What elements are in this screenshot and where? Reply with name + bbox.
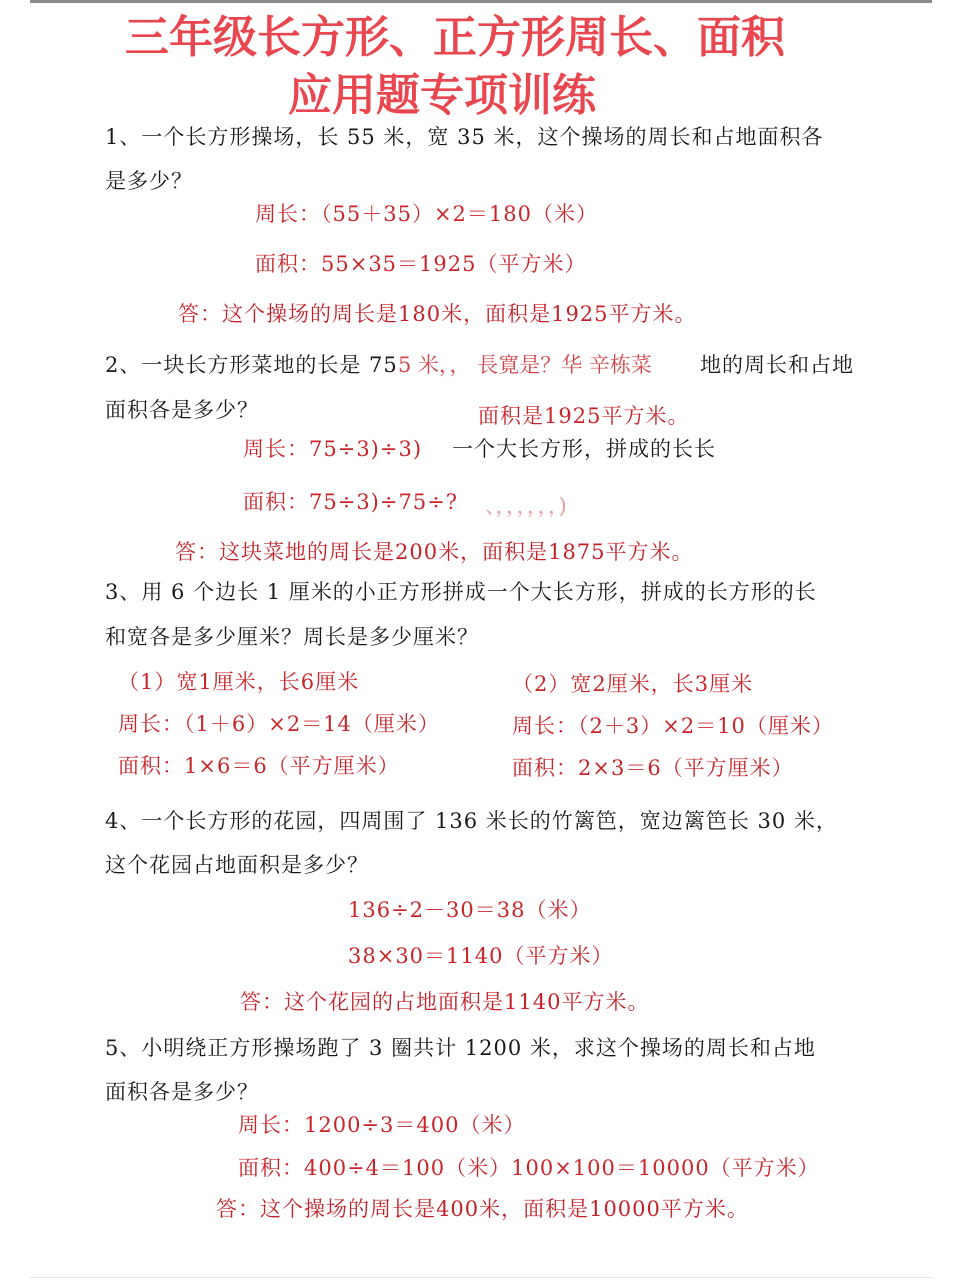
problem-5-area: 面积：400÷4＝100（米）100×100＝10000（平方米） (238, 1156, 820, 1180)
problem-4-step-2: 38×30＝1140（平方米） (348, 944, 614, 968)
problem-2-perimeter: 周长：75÷3)÷3) (243, 437, 423, 461)
problem-1-question-line-1: 1、一个长方形操场，长 55 米，宽 35 米，这个操场的周长和占地面积各 (105, 125, 824, 149)
problem-3-question-line-1: 3、用 6 个边长 1 厘米的小正方形拼成一个大长方形，拼成的长方形的长 (105, 580, 817, 604)
problem-2-overlap-fragment: 面积是1925平方米。 (478, 404, 690, 428)
problem-4-question-line-2: 这个花园占地面积是多少？ (105, 853, 369, 877)
problem-5-question-line-1: 5、小明绕正方形操场跑了 3 圈共计 1200 米，求这个操场的周长和占地 (105, 1036, 816, 1060)
problem-2-area-faint: 、，，，，，，) (485, 494, 567, 518)
problem-3-case-2-area: 面积：2×3＝6（平方厘米） (512, 756, 794, 780)
problem-1-question-line-2: 是多少？ (105, 169, 193, 193)
problem-1-answer: 答：这个操场的周长是180米，面积是1925平方米。 (178, 302, 697, 326)
problem-5-question-line-2: 面积各是多少？ (105, 1080, 259, 1104)
top-border (30, 0, 932, 3)
problem-3-case-1-area: 面积：1×6＝6（平方厘米） (118, 754, 400, 778)
problem-3-case-1-dims: （1）宽1厘米，长6厘米 (118, 670, 360, 694)
page-title: 三年级长方形、正方形周长、面积 (125, 12, 785, 63)
bottom-border (30, 1277, 932, 1278)
page-subtitle: 应用题专项训练 (288, 70, 596, 121)
problem-2-perimeter-overlap: 一个大长方形，拼成的长长 (452, 437, 716, 461)
problem-4-question-line-1: 4、一个长方形的花园，四周围了 136 米长的竹篱笆，宽边篱笆长 30 米， (105, 809, 838, 833)
problem-1-perimeter: 周长：（55＋35）×2＝180（米） (255, 202, 598, 226)
problem-3-case-1-perimeter: 周长：（1＋6）×2＝14（厘米） (118, 712, 440, 736)
problem-4-step-1: 136÷2－30＝38（米） (348, 898, 592, 922)
problem-3-question-line-2: 和宽各是多少厘米？周长是多少厘米？ (105, 625, 479, 649)
problem-2-answer: 答：这块菜地的周长是200米，面积是1875平方米。 (175, 540, 694, 564)
problem-2-question-line-2: 面积各是多少？ (105, 398, 259, 422)
problem-2-question-overlap: 5 米，， 長寛是？华 辛栋菜 (398, 353, 652, 377)
problem-5-perimeter: 周长：1200÷3＝400（米） (238, 1113, 526, 1137)
problem-5-answer: 答：这个操场的周长是400米，面积是10000平方米。 (216, 1197, 749, 1221)
problem-4-answer: 答：这个花园的占地面积是1140平方米。 (240, 990, 650, 1014)
problem-3-case-2-dims: （2）宽2厘米，长3厘米 (512, 672, 754, 696)
problem-1-area: 面积：55×35＝1925（平方米） (255, 252, 587, 276)
problem-2-question-line-1-start: 2、一块长方形菜地的长是 75 (105, 353, 398, 377)
problem-2-area: 面积：75÷3)÷75÷? (243, 490, 459, 514)
problem-2-question-line-1-end: 地的周长和占地 (700, 353, 854, 377)
problem-3-case-2-perimeter: 周长：（2＋3）×2＝10（厘米） (512, 714, 834, 738)
